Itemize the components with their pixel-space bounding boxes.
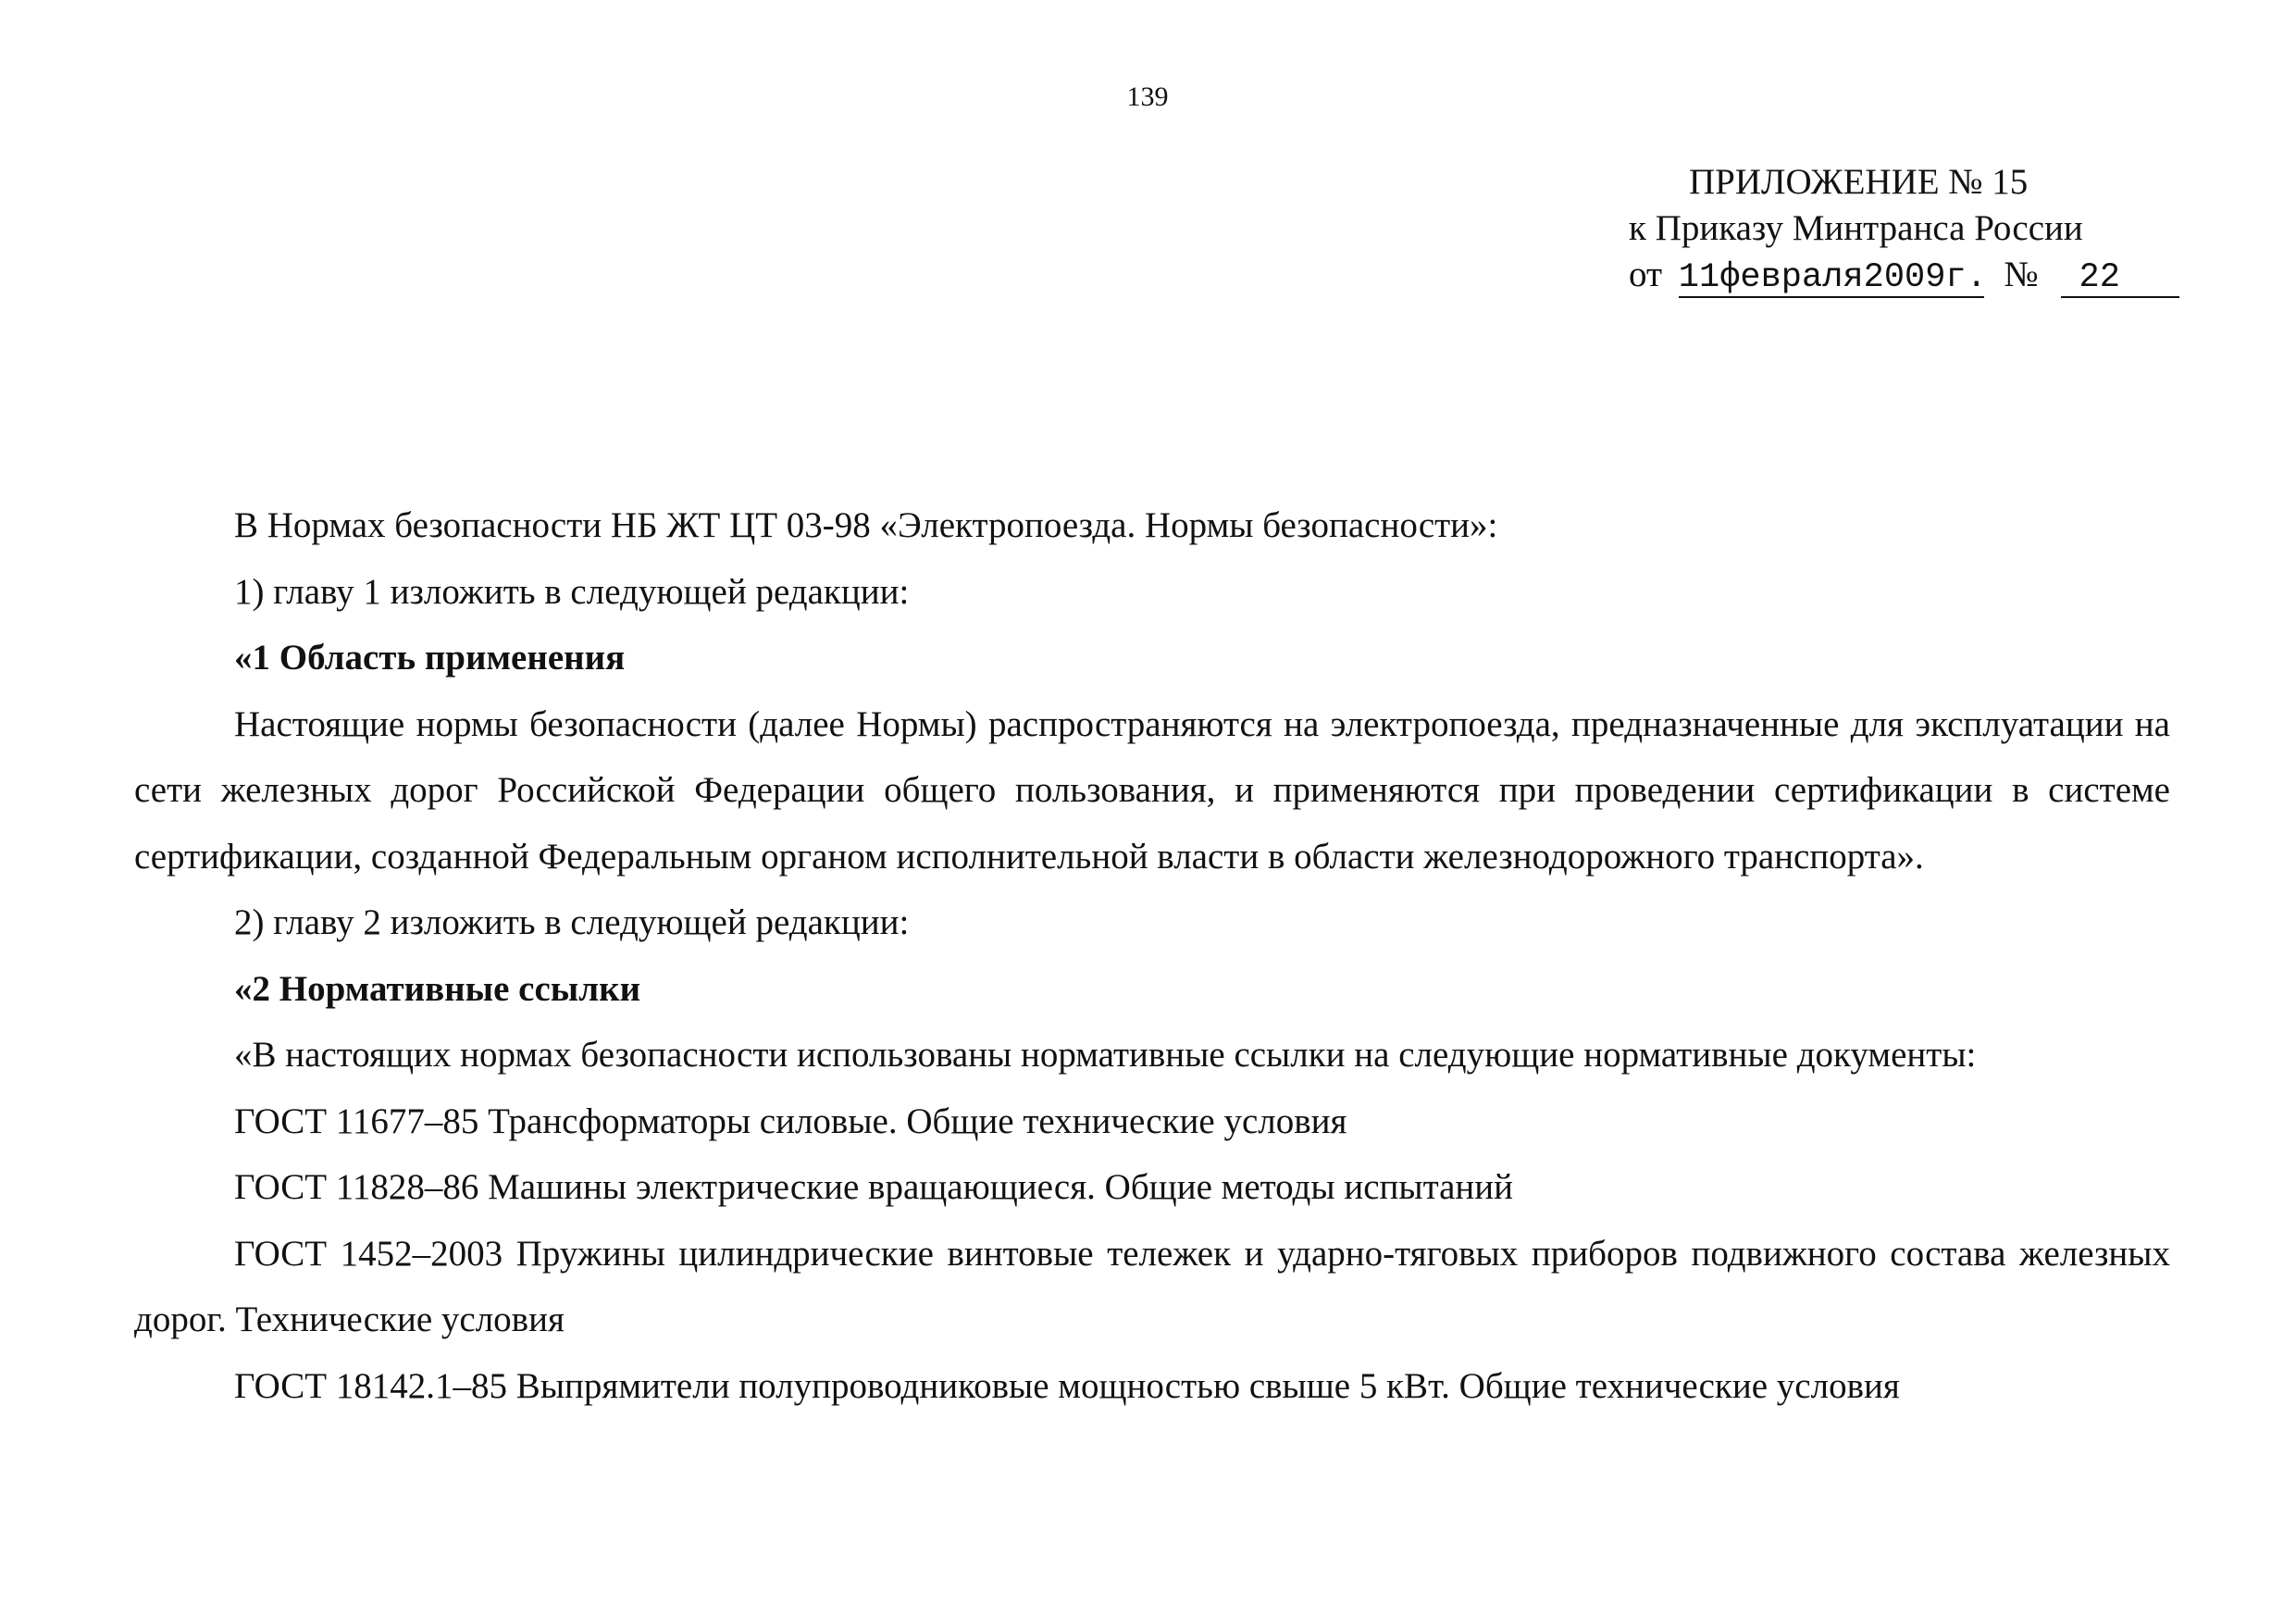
- from-label: от: [1629, 255, 1663, 294]
- order-number: 22: [2061, 259, 2179, 298]
- intro-paragraph: В Нормах безопасности НБ ЖТ ЦТ 03-98 «Электропоезда. Нормы безопасности»:: [234, 505, 1498, 545]
- appendix-date-line: [1610, 252, 2184, 298]
- section-2-heading: «2 Нормативные ссылки: [234, 968, 641, 1009]
- order-date: 11февраля2009г.: [1678, 258, 1987, 297]
- amendment-2-paragraph: 2) главу 2 изложить в следующей редакции:: [234, 902, 910, 942]
- section-1-heading: «1 Область применения: [234, 638, 626, 678]
- appendix-title: ПРИЛОЖЕНИЕ № 15: [1689, 162, 2029, 202]
- reference-item: ГОСТ 18142.1–85 Выпрямители полупроводниковые мощностью свыше 5 кВт. Общие технические условия: [234, 1365, 1900, 1406]
- reference-item: ГОСТ 11828–86 Машины электрические вращающиеся. Общие методы испытаний: [234, 1167, 1514, 1207]
- amendment-1-paragraph: 1) главу 1 изложить в следующей редакции:: [234, 571, 910, 612]
- document-body: [134, 492, 2170, 1419]
- reference-item: ГОСТ 11677–85 Трансформаторы силовые. Общие технические условия: [234, 1101, 1347, 1141]
- reference-item: ГОСТ 1452–2003 Пружины цилиндрические винтовые тележек и ударно-тяговых приборов подвижного состава железных дорог. Технические условия: [134, 1233, 2170, 1339]
- appendix-header: [1610, 159, 2184, 298]
- number-label: №: [2004, 255, 2039, 294]
- scope-paragraph: Настоящие нормы безопасности (далее Нормы) распространяются на электропоезда, предназначенные для эксплуатации на сети железных дорог Российской Федерации общего пользования, и применяются при проведении сертификации в системе сертификации, созданной Федеральным органом исполнительной власти в области железнодорожного транспорта».: [134, 703, 2170, 877]
- references-intro-paragraph: «В настоящих нормах безопасности использованы нормативные ссылки на следующие нормативные документы:: [234, 1035, 1977, 1075]
- page-number: 139: [1126, 81, 1169, 112]
- appendix-order-ref: к Приказу Минтранса России: [1629, 208, 2083, 248]
